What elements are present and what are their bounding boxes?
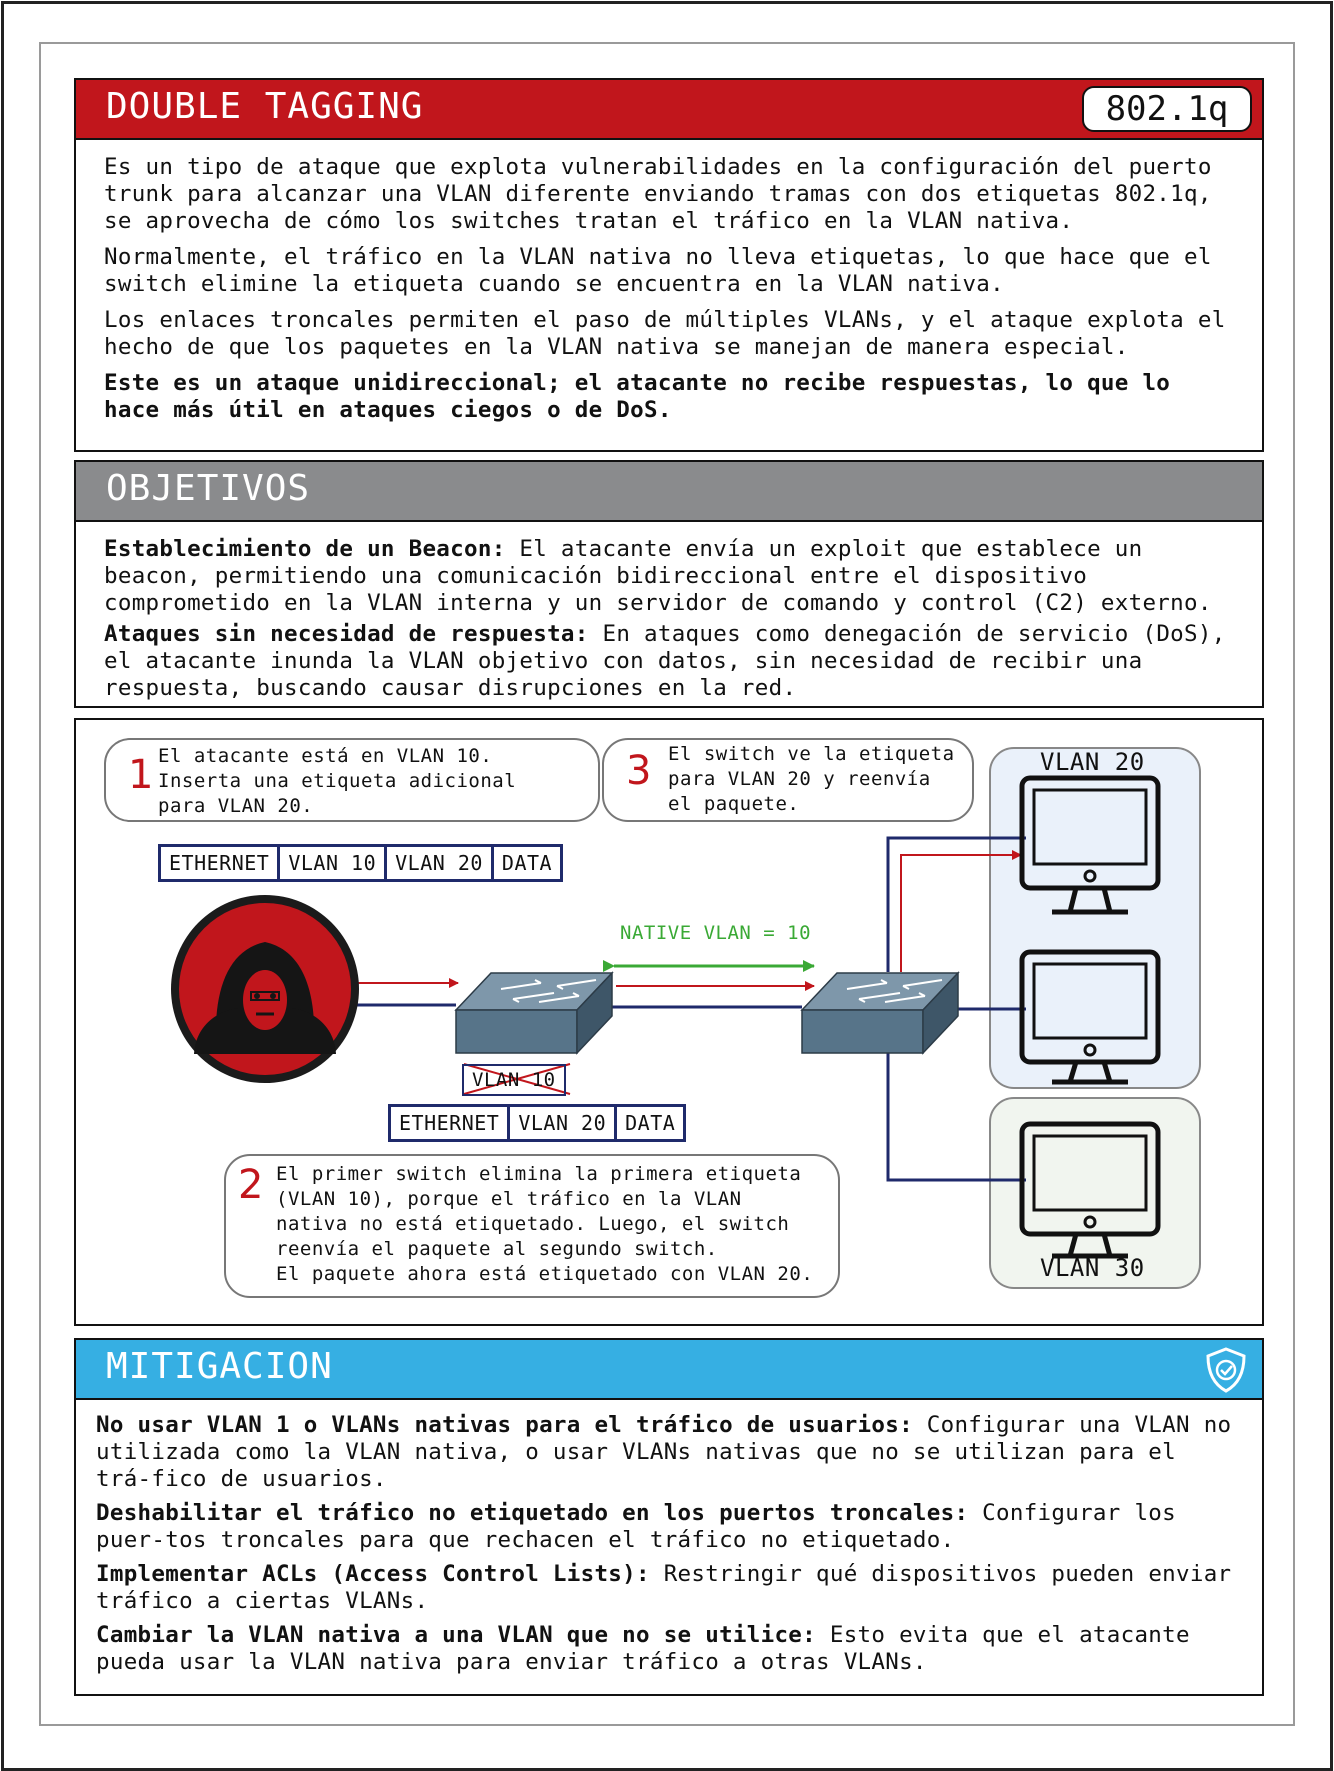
- step-1-callout: [104, 738, 600, 822]
- frame-field: ETHERNET: [161, 847, 280, 879]
- frame-field: VLAN 20: [510, 1107, 617, 1139]
- mitigacion-text: Restringir qué dispositivos pueden enviar tráfico a ciertas VLANs.: [96, 1561, 1232, 1614]
- mitigacion-term: Implementar ACLs (Access Control Lists):: [96, 1561, 650, 1587]
- objetivo-text: En ataques como denegación de servicio (DoS), el atacante inunda la VLAN objetivo con datos, sin necesidad de recibir una respuesta, buscando causar disrupciones en la red.: [104, 621, 1226, 701]
- step-3-callout: [602, 738, 974, 822]
- hacker-icon: [171, 895, 359, 1083]
- objetivo-item: [104, 621, 1236, 702]
- objetivo-item: [104, 536, 1236, 617]
- stripped-tag-text: VLAN 10: [472, 1069, 556, 1091]
- mitigacion-title: MITIGACION: [106, 1346, 333, 1387]
- step-1-text: El atacante está en VLAN 10. Inserta una etiqueta adicional para VLAN 20.: [158, 745, 517, 817]
- mitigacion-text: Configurar una VLAN no utilizada como la VLAN nativa, o usar VLANs nativas que no se utilizan para el trá-fico de usuarios.: [96, 1412, 1232, 1492]
- frame-field: DATA: [501, 851, 553, 875]
- intro-paragraph-3: Los enlaces troncales permiten el paso de múltiples VLANs, y el ataque explota el hecho de que los paquetes en la VLAN nativa se manejan de manera especial.: [104, 307, 1226, 360]
- double-tagging-body: [76, 140, 1262, 424]
- mitigacion-item: [96, 1622, 1236, 1676]
- mitigacion-section: [74, 1338, 1264, 1696]
- frame-field: VLAN 10: [280, 847, 387, 879]
- objetivo-term: Establecimiento de un Beacon:: [104, 536, 506, 562]
- step-3-text: El switch ve la etiqueta para VLAN 20 y reenvía el paquete.: [668, 743, 955, 815]
- objetivos-title: OBJETIVOS: [106, 468, 311, 509]
- double-tagging-header: [76, 80, 1262, 140]
- intro-paragraph-2: Normalmente, el tráfico en la VLAN nativa no lleva etiquetas, lo que hace que el switch elimine la etiqueta cuando se encuentra en la VLAN nativa.: [104, 244, 1212, 297]
- mitigacion-body: [76, 1400, 1262, 1676]
- frame-field: VLAN 20: [387, 847, 494, 879]
- step-1-number: 1: [128, 752, 154, 798]
- mitigacion-item: [96, 1412, 1236, 1493]
- double-tagging-section: [74, 78, 1264, 452]
- mitigacion-term: No usar VLAN 1 o VLANs nativas para el tráfico de usuarios:: [96, 1412, 913, 1438]
- mitigacion-text: Esto evita que el atacante pueda usar la VLAN nativa para enviar tráfico a otras VLANs.: [96, 1622, 1190, 1675]
- double-tagged-frame: [158, 844, 563, 882]
- switch-2-icon: [802, 973, 958, 1053]
- intro-paragraph-1: Es un tipo de ataque que explota vulnerabilidades en la configuración del puerto trunk para alcanzar una VLAN diferente enviando tramas con dos etiquetas 802.1q, se aprovecha de cómo los switches tratan el tráfico en la VLAN nativa.: [104, 154, 1212, 234]
- step-2-number: 2: [238, 1162, 264, 1208]
- frame-field: ETHERNET: [391, 1107, 510, 1139]
- objetivos-body: [76, 522, 1262, 702]
- objetivo-term: Ataques sin necesidad de respuesta:: [104, 621, 589, 647]
- step-2-callout: [224, 1154, 840, 1298]
- shield-check-icon: [1204, 1346, 1248, 1394]
- single-tagged-frame: [388, 1104, 686, 1142]
- native-vlan-label: NATIVE VLAN = 10: [620, 922, 812, 944]
- frame-field: DATA: [625, 1111, 676, 1135]
- vlan30-label: VLAN 30: [1040, 1254, 1145, 1282]
- objetivos-section: [74, 460, 1264, 708]
- mitigacion-term: Cambiar la VLAN nativa a una VLAN que no se utilice:: [96, 1622, 816, 1648]
- step-2-text: El primer switch elimina la primera etiqueta (VLAN 10), porque el tráfico en la VLAN nativa no está etiquetado. Luego, el switch reenvía el paquete al segundo switch. El paquete ahora está etiquetado con VLAN 20.: [276, 1163, 814, 1285]
- objetivos-header: [76, 462, 1262, 522]
- mitigacion-item: [96, 1561, 1236, 1615]
- double-tagging-title: DOUBLE TAGGING: [106, 86, 424, 127]
- mitigacion-text: Configurar los puer-tos troncales para que rechacen el tráfico no etiquetado.: [96, 1500, 1177, 1553]
- mitigacion-term: Deshabilitar el tráfico no etiquetado en los puertos troncales:: [96, 1500, 969, 1526]
- intro-paragraph-4: Este es un ataque unidireccional; el atacante no recibe respuestas, lo que lo hace más útil en ataques ciegos o de DoS.: [104, 370, 1171, 423]
- mitigacion-item: [96, 1500, 1236, 1554]
- step-3-number: 3: [626, 748, 652, 794]
- stripped-vlan-tag: [462, 1064, 566, 1096]
- mitigacion-header: [76, 1340, 1262, 1400]
- protocol-badge: 802.1q: [1082, 86, 1252, 132]
- switch-1-icon: [456, 973, 612, 1053]
- objetivo-text: El atacante envía un exploit que establece un beacon, permitiendo una comunicación bidireccional entre el dispositivo comprometido en la VLAN interna y un servidor de comando y control (C2) externo.: [104, 536, 1212, 616]
- attack-diagram: [74, 718, 1264, 1326]
- vlan20-label: VLAN 20: [1040, 748, 1145, 776]
